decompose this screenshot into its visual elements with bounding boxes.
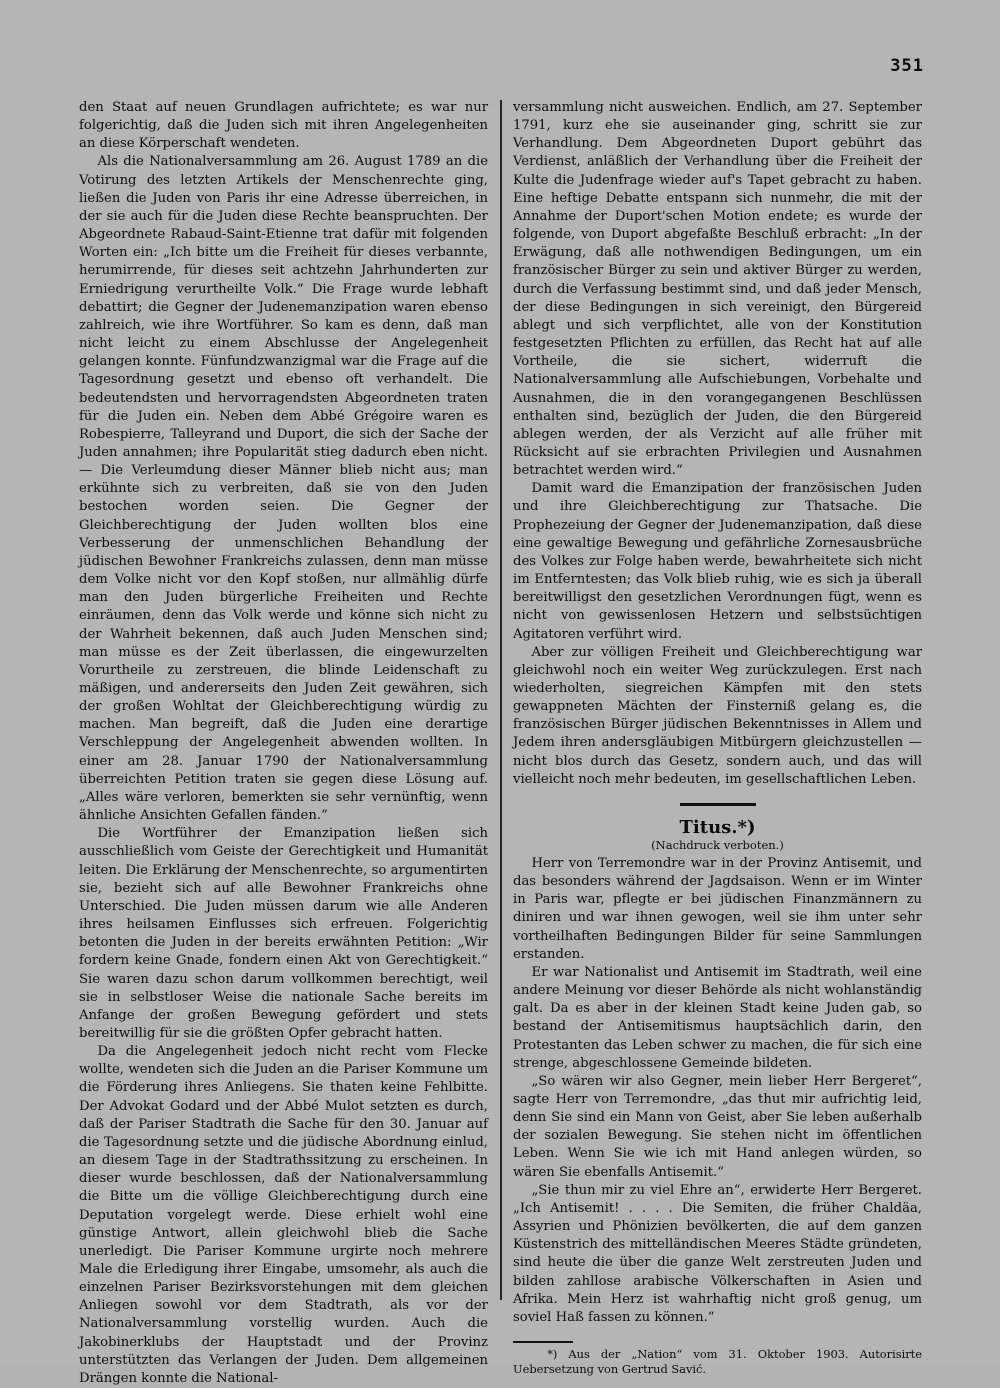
right-column bbox=[513, 99, 922, 1378]
page-number: 351 bbox=[890, 56, 924, 76]
article-subtitle: (Nachdruck verboten.) bbox=[651, 837, 784, 852]
paragraph: Aber zur völligen Freiheit und Gleichberechtigung war gleichwohl noch ein weiter Weg zurückzulegen. Erst nach wiederholten, siegreichen Kämpfen mit den stets gewappneten Mächten der Finsterniß gelang es, die französischen Bürger jüdischen Bekenntnisses in Allem und Jedem ihren andersgläubigen Mitbürgern gleichzustellen — nicht blos durch das Gesetz, sondern auch, und das will vielleicht noch mehr bedeuten, im gesellschaftlichen Leben. bbox=[513, 644, 922, 787]
footnote-rule bbox=[513, 1341, 573, 1343]
paragraph: Da die Angelegenheit jedoch nicht recht vom Flecke wollte, wendeten sich die Juden an die Pariser Kommune um die Förderung ihres Anliegens. Sie thaten keine Fehlbitte. Der Advokat Godard und der Abbé Mulot setzten es durch, daß der Pariser Stadtrath die Sache für den 30. Januar auf die Tagesordnung setzte und die jüdische Abordnung einlud, an diesem Tage in der Stadtrathssitzung zu erscheinen. In dieser wurde beschlossen, daß der Nationalversammlung die Bitte um die völlige Gleichberechtigung durch eine Deputation vorgelegt werde. Diese erhielt wohl eine günstige Antwort, allein gleichwohl blieb die Sache unerledigt. Die Pariser Kommune urgirte noch mehrere Male die Erledigung ihrer Eingabe, umsomehr, als auch die einzelnen Pariser Bezirksvorstehungen mit dem gleichen Anliegen sowohl vor dem Stadtrath, als vor der Nationalversammlung vorstellig wurden. Auch die Jakobinerklubs der Hauptstadt und der Provinz unterstützten das Verlangen der Juden. Dem allgemeinen Drängen konnte die National- bbox=[79, 1044, 488, 1386]
paragraph: Er war Nationalist und Antisemit im Stadtrath, weil eine andere Meinung vor dieser Behörde als nicht wohlanständig galt. Da es aber in der kleinen Stadt keine Juden gab, so bestand der Antisemitismus hauptsächlich darin, den Protestanten das Leben schwer zu machen, die für sich eine strenge, abgeschlossene Gemeinde bildeten. bbox=[513, 964, 922, 1071]
paragraph: Herr von Terremondre war in der Provinz Antisemit, und das besonders während der Jagdsaison. Wenn er im Winter in Paris war, pflegte er bei jüdischen Finanzmännern zu diniren und war ihnen gewogen, weil sie ihm unter sehr vortheilhaften Bedingungen Bilder für seine Sammlungen erstanden. bbox=[513, 855, 922, 962]
paragraph: Damit ward die Emanzipation der französischen Juden und ihre Gleichberechtigung zur Thatsache. Die Prophezeiung der Gegner der Judenemanzipation, daß diese eine gewaltige Bewegung und gefährliche Zornesausbrüche des Volkes zur Folge haben werde, bewahrheitete sich nicht im Entferntesten; das Volk blieb ruhig, wie es sich ja überall bereitwilligst den gesetzlichen Verordnungen fügt, wenn es nicht von gewissenlosen Hetzern und selbstsüchtigen Agitatoren verführt wird. bbox=[513, 481, 922, 642]
paragraph: versammlung nicht ausweichen. Endlich, am 27. September 1791, kurz ehe sie auseinander ging, schritt sie zur Verhandlung. Dem Abgeordneten Duport gebührt das Verdienst, anläßlich der Verhandlung über die Freiheit der Kulte die Judenfrage wieder auf's Tapet gebracht zu haben. Eine heftige Debatte entspann sich nunmehr, die mit der Annahme der Duport'schen Motion endete; es wurde der folgende, von Duport abgefaßte Beschluß erbracht: „In der Erwägung, daß alle nothwendigen Bedingungen, um ein französischer Bürger zu sein und aktiver Bürger zu werden, durch die Verfassung bestimmt sind, und daß jeder Mensch, der diese Bedingungen in sich vereinigt, den Bürgereid ablegt und sich verpflichtet, alle von der Konstitution festgesetzten Pflichten zu erfüllen, das Recht hat auf alle Vortheile, die sie sichert, widerruft die Nationalversammlung alle Aufschiebungen, Vorbehalte und Ausnahmen, die in den vorangegangenen Beschlüssen enthalten sind, bezüglich der Juden, die den Bürgereid ablegen werden, der als Verzicht auf alle früher mit Rücksicht auf sie erbrachten Privilegien und Ausnahmen betrachtet werden wird.“ bbox=[513, 100, 922, 479]
section-rule bbox=[680, 803, 756, 806]
article-title: Titus.*) bbox=[679, 816, 756, 838]
left-column bbox=[79, 99, 488, 1388]
paragraph: „Sie thun mir zu viel Ehre an“, erwiderte Herr Bergeret. „Ich Antisemit! . . . . Die Semiten, die früher Chaldäa, Assyrien und Phönizien bevölkerten, die auf dem ganzen Küstenstrich des mittelländischen Meeres Städte gründeten, sind heute die über die ganze Welt zerstreuten Juden und bilden zahllose arabische Völkerschaften in Asien und Afrika. Mein Herz ist wahrhaftig nicht groß genug, um soviel Haß fassen zu können.“ bbox=[513, 1182, 922, 1325]
paragraph: den Staat auf neuen Grundlagen aufrichtete; es war nur folgerichtig, daß die Juden sich mit ihren Angelegenheiten an diese Körperschaft wendeten. bbox=[79, 100, 488, 152]
article-titus bbox=[513, 818, 922, 1378]
column-divider bbox=[500, 100, 502, 1300]
paragraph: Die Wortführer der Emanzipation ließen sich ausschließlich vom Geiste der Gerechtigkeit und Humanität leiten. Die Erklärung der Menschenrechte, so argumentirten sie, bezieht sich auf alle Bewohner Frankreichs ohne Unterschied. Die Juden müssen darum wie alle Anderen ihres heilsamen Einflusses sich erfreuen. Folgerichtig betonten die Juden in der bereits erwähnten Petition: „Wir fordern keine Gnade, fondern einen Akt von Gerechtigkeit.“ Sie waren dazu schon darum vollkommen berechtigt, weil sie in selbstloser Weise die nationale Sache bereits im Anfange der großen Bewegung gefördert und stets bereitwillig für sie die größten Opfer gebracht hatten. bbox=[79, 826, 488, 1041]
paragraph: „So wären wir also Gegner, mein lieber Herr Bergeret“, sagte Herr von Terremondre, „das thut mir aufrichtig leid, denn Sie sind ein Mann von Geist, aber Sie leben außerhalb der sozialen Bewegung. Sie stehen nicht im öffentlichen Leben. Wenn Sie wie ich mit Hand anlegen würden, so wären Sie ebenfalls Antisemit.“ bbox=[513, 1073, 922, 1180]
footnote: *) Aus der „Nation“ vom 31. Oktober 1903. Autorisirte Uebersetzung von Gertrud Savić. bbox=[513, 1346, 922, 1376]
paragraph: Als die Nationalversammlung am 26. August 1789 an die Votirung des letzten Artikels der Menschenrechte ging, ließen die Juden von Paris ihr eine Adresse überreichen, in der sie auch für die Juden diese Rechte beanspruchten. Der Abgeordnete Rabaud-Saint-Etienne trat dafür mit folgenden Worten ein: „Ich bitte um die Freiheit für dieses verbannte, herumirrende, für dieses seit achtzehn Jahrhunderten zur Erniedrigung verurtheilte Volk.“ Die Frage wurde lebhaft debattirt; die Gegner der Judenemanzipation waren ebenso zahlreich, wie ihre Wortführer. So kam es denn, daß man nicht leicht zu einem Abschlusse der Angelegenheit gelangen konnte. Fünfundzwanzigmal war die Frage auf die Tagesordnung gesetzt und ebenso oft verhandelt. Die bedeutendsten und hervorragendsten Abgeordneten traten für die Juden ein. Neben dem Abbé Grégoire waren es Robespierre, Talleyrand und Duport, die sich der Sache der Juden annahmen; ihre Popularität stieg dadurch eben nicht. — Die Verleumdung dieser Männer blieb nicht aus; man erkühnte sich zu verbreiten, daß sie von den Juden bestochen worden seien. Die Gegner der Gleichberechtigung der Juden wollten blos eine Verbesserung der unmenschlichen Behandlung der jüdischen Bewohner Frankreichs zulassen, denn man müsse dem Volke nicht vor den Kopf stoßen, nur allmählig dürfe man den Juden bürgerliche Freiheiten und Rechte einräumen, denn das Volk werde und könne sich nicht zu der Wahrheit bekennen, daß auch Juden Menschen sind; man müsse es der Zeit überlassen, die eingewurzelten Vorurtheile zu zerstreuen, die blinde Leidenschaft zu mäßigen, und andererseits den Juden Zeit gewähren, sich der großen Wohltat der Gleichberechtigung würdig zu machen. Man begreift, daß die Juden eine derartige Verschleppung der Angelegenheit abwenden wollten. In einer am 28. Januar 1790 der Nationalversammlung überreichten Petition traten sie gegen diese Lösung auf. „Alles wäre verloren, bemerkten sie sehr vernünftig, wenn ähnliche Ansichten Gefallen fänden.“ bbox=[79, 154, 488, 824]
